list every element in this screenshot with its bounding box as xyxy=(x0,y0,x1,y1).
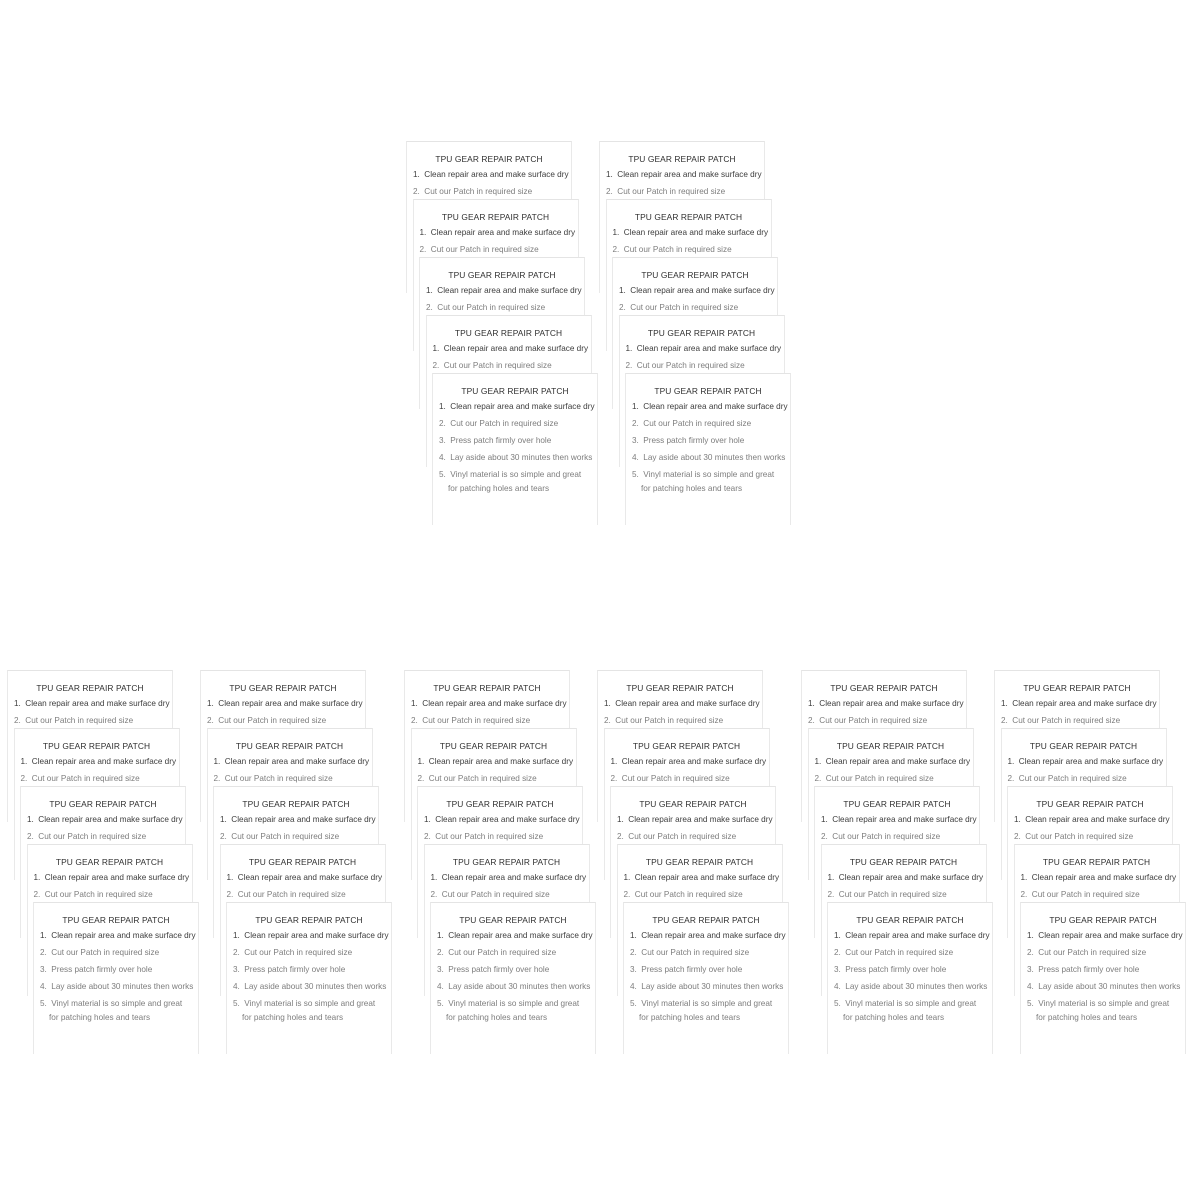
patch-stack xyxy=(406,141,595,541)
patch-title: TPU GEAR REPAIR PATCH xyxy=(843,799,951,809)
step-1: 1. Clean repair area and make surface dry xyxy=(821,815,977,824)
patch-title: TPU GEAR REPAIR PATCH xyxy=(1042,857,1151,867)
step-1: 1. Clean repair area and make surface dry xyxy=(207,699,363,708)
step-2: 2. Cut our Patch in required size xyxy=(625,361,745,370)
step-2: 2. Cut our Patch in required size xyxy=(612,245,732,254)
patch-title: TPU GEAR REPAIR PATCH xyxy=(459,915,567,925)
step-1: 1. Clean repair area and make surface dry xyxy=(808,699,964,708)
step-2: 2. Cut our Patch in required size xyxy=(619,303,739,312)
patch-title: TPU GEAR REPAIR PATCH xyxy=(628,154,736,164)
patch-title: TPU GEAR REPAIR PATCH xyxy=(1023,683,1131,693)
patch-title: TPU GEAR REPAIR PATCH xyxy=(461,386,569,396)
step-1: 1. Clean repair area and make surface dry xyxy=(27,815,183,824)
patch-title: TPU GEAR REPAIR PATCH xyxy=(435,154,543,164)
patch-title: TPU GEAR REPAIR PATCH xyxy=(441,212,550,222)
step-1: 1. Clean repair area and make surface dry xyxy=(432,344,589,353)
patch-title: TPU GEAR REPAIR PATCH xyxy=(856,915,964,925)
step-2: 2. Cut our Patch in required size xyxy=(1014,832,1134,841)
step-1: 1. Clean repair area and make surface dry xyxy=(226,873,383,882)
step-2: 2. Cut our Patch in required size xyxy=(808,716,928,725)
step-2: 2. Cut our Patch in required size xyxy=(207,716,327,725)
patch-title: TPU GEAR REPAIR PATCH xyxy=(433,683,541,693)
step-1: 1. Clean repair area and make surface dry xyxy=(617,815,773,824)
step-4: 4. Lay aside about 30 minutes then works xyxy=(437,982,591,991)
step-2: 2. Cut our Patch in required size xyxy=(33,890,153,899)
step-1: 1. Clean repair area and make surface dry xyxy=(612,228,769,237)
step-2: 2. Cut our Patch in required size xyxy=(437,948,557,957)
step-2: 2. Cut our Patch in required size xyxy=(1027,948,1147,957)
patch-title: TPU GEAR REPAIR PATCH xyxy=(641,270,749,280)
patch-title: TPU GEAR REPAIR PATCH xyxy=(836,741,945,751)
step-4: 4. Lay aside about 30 minutes then works xyxy=(630,982,784,991)
step-2: 2. Cut our Patch in required size xyxy=(610,774,730,783)
step-2: 2. Cut our Patch in required size xyxy=(27,832,147,841)
patch-title: TPU GEAR REPAIR PATCH xyxy=(49,799,157,809)
patch-title: TPU GEAR REPAIR PATCH xyxy=(830,683,938,693)
patch-title: TPU GEAR REPAIR PATCH xyxy=(242,799,350,809)
step-5: 5. Vinyl material is so simple and great for patching holes and tears xyxy=(834,999,977,1022)
step-2: 2. Cut our Patch in required size xyxy=(827,890,947,899)
patch-title: TPU GEAR REPAIR PATCH xyxy=(647,328,756,338)
patch-stack xyxy=(599,141,788,541)
step-1: 1. Clean repair area and make surface dry xyxy=(623,873,780,882)
step-2: 2. Cut our Patch in required size xyxy=(213,774,333,783)
patch-title: TPU GEAR REPAIR PATCH xyxy=(1036,799,1144,809)
patch-title: TPU GEAR REPAIR PATCH xyxy=(1049,915,1157,925)
step-4: 4. Lay aside about 30 minutes then works xyxy=(40,982,194,991)
step-2: 2. Cut our Patch in required size xyxy=(623,890,743,899)
step-1: 1. Clean repair area and make surface dry xyxy=(827,873,984,882)
step-2: 2. Cut our Patch in required size xyxy=(411,716,531,725)
step-2: 2. Cut our Patch in required size xyxy=(1020,890,1140,899)
step-1: 1. Clean repair area and make surface dry xyxy=(1007,757,1164,766)
patch-stack xyxy=(597,670,786,1070)
step-2: 2. Cut our Patch in required size xyxy=(424,832,544,841)
step-2: 2. Cut our Patch in required size xyxy=(220,832,340,841)
step-1: 1. Clean repair area and make surface dry xyxy=(1027,931,1183,940)
step-1: 1. Clean repair area and make surface dry xyxy=(1014,815,1170,824)
step-1: 1. Clean repair area and make surface dry xyxy=(814,757,971,766)
step-2: 2. Cut our Patch in required size xyxy=(432,361,552,370)
step-2: 2. Cut our Patch in required size xyxy=(417,774,537,783)
step-1: 1. Clean repair area and make surface dry xyxy=(1020,873,1177,882)
step-5: 5. Vinyl material is so simple and great for patching holes and tears xyxy=(233,999,376,1022)
step-1: 1. Clean repair area and make surface dry xyxy=(424,815,580,824)
step-2: 2. Cut our Patch in required size xyxy=(430,890,550,899)
step-2: 2. Cut our Patch in required size xyxy=(226,890,346,899)
patch-title: TPU GEAR REPAIR PATCH xyxy=(235,741,344,751)
patch-sheet xyxy=(1020,902,1186,1054)
patch-title: TPU GEAR REPAIR PATCH xyxy=(639,799,747,809)
step-2: 2. Cut our Patch in required size xyxy=(1001,716,1121,725)
step-1: 1. Clean repair area and make surface dry xyxy=(437,931,593,940)
patch-title: TPU GEAR REPAIR PATCH xyxy=(62,915,170,925)
step-2: 2. Cut our Patch in required size xyxy=(821,832,941,841)
patch-sheet xyxy=(430,902,596,1054)
step-1: 1. Clean repair area and make surface dry xyxy=(630,931,786,940)
step-1: 1. Clean repair area and make surface dry xyxy=(213,757,370,766)
step-2: 2. Cut our Patch in required size xyxy=(617,832,737,841)
step-1: 1. Clean repair area and make surface dry xyxy=(419,228,576,237)
step-2: 2. Cut our Patch in required size xyxy=(426,303,546,312)
step-2: 2. Cut our Patch in required size xyxy=(814,774,934,783)
patch-title: TPU GEAR REPAIR PATCH xyxy=(1029,741,1138,751)
step-2: 2. Cut our Patch in required size xyxy=(413,187,533,196)
patch-title: TPU GEAR REPAIR PATCH xyxy=(248,857,357,867)
patch-stack xyxy=(200,670,389,1070)
step-3: 3. Press patch firmly over hole xyxy=(632,436,745,445)
patch-stack xyxy=(801,670,990,1070)
patch-title: TPU GEAR REPAIR PATCH xyxy=(446,799,554,809)
step-2: 2. Cut our Patch in required size xyxy=(604,716,724,725)
patch-stack xyxy=(994,670,1183,1070)
patch-title: TPU GEAR REPAIR PATCH xyxy=(652,915,760,925)
step-1: 1. Clean repair area and make surface dry xyxy=(625,344,782,353)
step-1: 1. Clean repair area and make surface dry xyxy=(610,757,767,766)
step-3: 3. Press patch firmly over hole xyxy=(1027,965,1140,974)
patch-title: TPU GEAR REPAIR PATCH xyxy=(448,270,556,280)
patch-sheet xyxy=(226,902,392,1054)
step-1: 1. Clean repair area and make surface dry xyxy=(40,931,196,940)
patch-title: TPU GEAR REPAIR PATCH xyxy=(632,741,741,751)
step-5: 5. Vinyl material is so simple and great for patching holes and tears xyxy=(439,470,582,493)
step-1: 1. Clean repair area and make surface dry xyxy=(834,931,990,940)
patch-title: TPU GEAR REPAIR PATCH xyxy=(229,683,337,693)
step-1: 1. Clean repair area and make surface dry xyxy=(33,873,190,882)
step-2: 2. Cut our Patch in required size xyxy=(632,419,752,428)
step-1: 1. Clean repair area and make surface dry xyxy=(411,699,567,708)
step-4: 4. Lay aside about 30 minutes then works xyxy=(1027,982,1181,991)
patch-title: TPU GEAR REPAIR PATCH xyxy=(55,857,164,867)
step-1: 1. Clean repair area and make surface dry xyxy=(606,170,762,179)
patch-sheet xyxy=(625,373,791,525)
patch-title: TPU GEAR REPAIR PATCH xyxy=(849,857,958,867)
patch-sheet xyxy=(33,902,199,1054)
step-1: 1. Clean repair area and make surface dry xyxy=(426,286,582,295)
step-5: 5. Vinyl material is so simple and great for patching holes and tears xyxy=(632,470,775,493)
step-2: 2. Cut our Patch in required size xyxy=(14,716,134,725)
patch-sheet xyxy=(827,902,993,1054)
step-2: 2. Cut our Patch in required size xyxy=(233,948,353,957)
step-5: 5. Vinyl material is so simple and great for patching holes and tears xyxy=(437,999,580,1022)
step-1: 1. Clean repair area and make surface dry xyxy=(233,931,389,940)
patch-title: TPU GEAR REPAIR PATCH xyxy=(439,741,548,751)
step-1: 1. Clean repair area and make surface dry xyxy=(14,699,170,708)
step-1: 1. Clean repair area and make surface dry xyxy=(604,699,760,708)
patch-title: TPU GEAR REPAIR PATCH xyxy=(654,386,762,396)
patch-title: TPU GEAR REPAIR PATCH xyxy=(645,857,754,867)
step-4: 4. Lay aside about 30 minutes then works xyxy=(834,982,988,991)
patch-title: TPU GEAR REPAIR PATCH xyxy=(452,857,561,867)
patch-stack xyxy=(404,670,593,1070)
step-3: 3. Press patch firmly over hole xyxy=(233,965,346,974)
patch-title: TPU GEAR REPAIR PATCH xyxy=(255,915,363,925)
step-2: 2. Cut our Patch in required size xyxy=(606,187,726,196)
step-5: 5. Vinyl material is so simple and great for patching holes and tears xyxy=(40,999,183,1022)
patch-title: TPU GEAR REPAIR PATCH xyxy=(454,328,563,338)
step-4: 4. Lay aside about 30 minutes then works xyxy=(233,982,387,991)
patch-title: TPU GEAR REPAIR PATCH xyxy=(42,741,151,751)
step-1: 1. Clean repair area and make surface dry xyxy=(430,873,587,882)
step-3: 3. Press patch firmly over hole xyxy=(40,965,153,974)
step-1: 1. Clean repair area and make surface dry xyxy=(619,286,775,295)
step-3: 3. Press patch firmly over hole xyxy=(439,436,552,445)
step-5: 5. Vinyl material is so simple and great for patching holes and tears xyxy=(1027,999,1170,1022)
patch-title: TPU GEAR REPAIR PATCH xyxy=(634,212,743,222)
step-2: 2. Cut our Patch in required size xyxy=(40,948,160,957)
step-2: 2. Cut our Patch in required size xyxy=(439,419,559,428)
step-3: 3. Press patch firmly over hole xyxy=(630,965,743,974)
patch-title: TPU GEAR REPAIR PATCH xyxy=(36,683,144,693)
step-3: 3. Press patch firmly over hole xyxy=(437,965,550,974)
step-2: 2. Cut our Patch in required size xyxy=(1007,774,1127,783)
patch-stack xyxy=(7,670,196,1070)
step-1: 1. Clean repair area and make surface dry xyxy=(417,757,574,766)
patch-sheet xyxy=(432,373,598,525)
step-2: 2. Cut our Patch in required size xyxy=(20,774,140,783)
step-2: 2. Cut our Patch in required size xyxy=(834,948,954,957)
step-2: 2. Cut our Patch in required size xyxy=(419,245,539,254)
step-1: 1. Clean repair area and make surface dry xyxy=(20,757,177,766)
step-1: 1. Clean repair area and make surface dry xyxy=(1001,699,1157,708)
step-1: 1. Clean repair area and make surface dry xyxy=(632,402,788,411)
step-4: 4. Lay aside about 30 minutes then works xyxy=(439,453,593,462)
patch-sheet xyxy=(623,902,789,1054)
step-4: 4. Lay aside about 30 minutes then works xyxy=(632,453,786,462)
step-1: 1. Clean repair area and make surface dry xyxy=(413,170,569,179)
patch-title: TPU GEAR REPAIR PATCH xyxy=(626,683,734,693)
step-3: 3. Press patch firmly over hole xyxy=(834,965,947,974)
step-1: 1. Clean repair area and make surface dry xyxy=(220,815,376,824)
step-5: 5. Vinyl material is so simple and great for patching holes and tears xyxy=(630,999,773,1022)
step-2: 2. Cut our Patch in required size xyxy=(630,948,750,957)
step-1: 1. Clean repair area and make surface dry xyxy=(439,402,595,411)
